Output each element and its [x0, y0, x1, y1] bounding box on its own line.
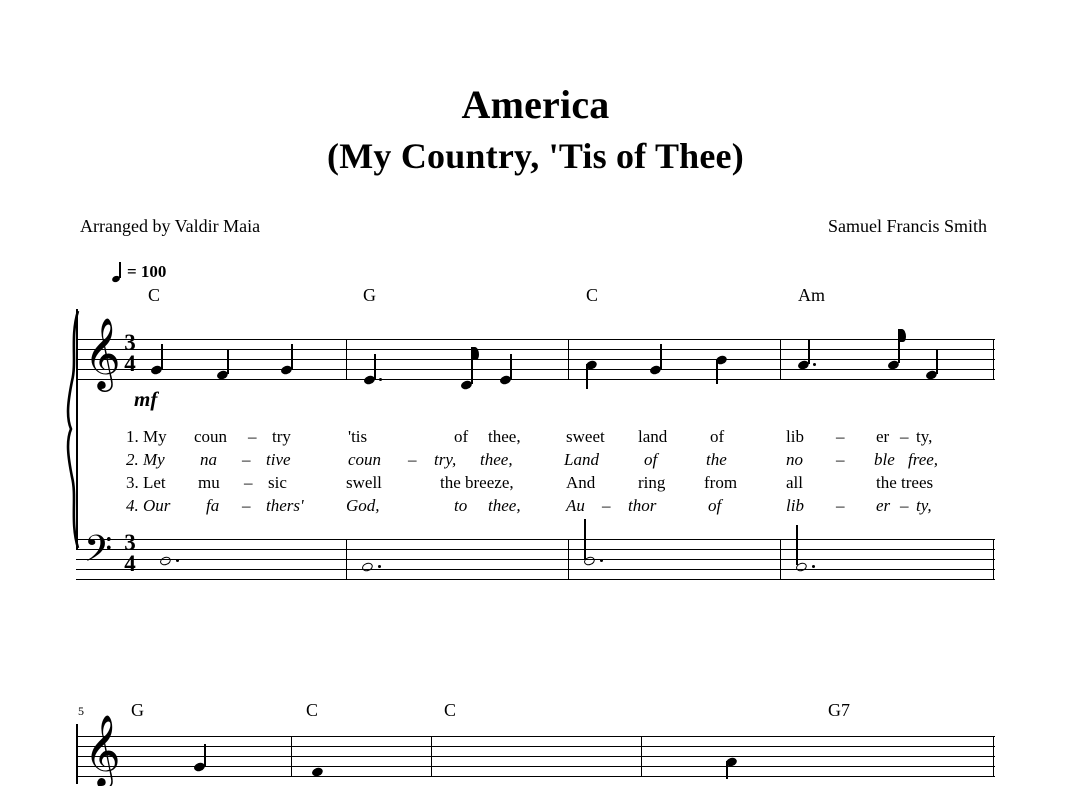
- staff-line: [76, 559, 995, 560]
- lyric-syllable: 4. Our: [126, 496, 171, 515]
- notehead: [159, 555, 172, 567]
- lyric-syllable: free,: [908, 450, 939, 469]
- barline: [780, 339, 781, 380]
- lyric-syllable: thee,: [488, 427, 521, 446]
- lyric-syllable: lib: [786, 496, 804, 515]
- chord-symbol: C: [586, 285, 599, 305]
- lyric-syllable: no: [786, 450, 803, 469]
- barline: [780, 539, 781, 580]
- lyric-syllable: try: [272, 427, 291, 446]
- lyric-syllable: of: [454, 427, 469, 446]
- note-stem: [726, 761, 728, 779]
- lyric-syllable: Land: [564, 450, 599, 469]
- note-stem: [161, 344, 163, 369]
- staff-line: [76, 349, 995, 350]
- chord-symbol: G: [131, 700, 144, 720]
- time-signature-denominator: 4: [124, 351, 136, 376]
- note-stem: [227, 349, 229, 374]
- eighth-flag-icon: [472, 347, 479, 360]
- treble-clef-icon: 𝄞: [84, 713, 121, 786]
- chord-symbol: G: [363, 285, 376, 305]
- lyric-hyphen: –: [900, 427, 909, 446]
- lyric-syllable: 'tis: [348, 427, 368, 446]
- staff-line: [76, 379, 995, 380]
- lyric-line-1: [76, 427, 995, 450]
- staff-line: [76, 766, 995, 767]
- staff-line: [76, 339, 995, 340]
- lyric-syllable: na: [200, 450, 217, 469]
- staff-line: [76, 369, 995, 370]
- lyric-line-4: [76, 496, 995, 519]
- staff-line: [76, 549, 995, 550]
- lyric-syllable: 2. My: [126, 450, 165, 469]
- lyric-syllable: the: [706, 450, 727, 469]
- lyric-syllable: the trees: [876, 473, 934, 492]
- lyric-syllable: Au: [566, 496, 585, 515]
- time-signature-numerator: 3: [124, 530, 136, 555]
- time-signature-denominator: 4: [124, 551, 136, 576]
- time-signature-bass: [120, 532, 140, 574]
- lyric-syllable: thee,: [480, 450, 513, 469]
- note-stem: [374, 354, 376, 379]
- measure-number: 5: [78, 704, 84, 718]
- lyric-hyphen: –: [248, 427, 257, 446]
- note-stem: [510, 354, 512, 379]
- lyric-syllable: try,: [434, 450, 457, 469]
- treble-clef-icon: 𝄞: [84, 316, 121, 389]
- staff-line: [76, 539, 995, 540]
- lyric-syllable: coun: [348, 450, 382, 469]
- lyric-syllable: of: [708, 496, 722, 515]
- lyric-hyphen: –: [242, 496, 251, 515]
- augmentation-dot: [378, 565, 381, 568]
- chord-row-1: [76, 285, 995, 309]
- barline: [993, 539, 994, 580]
- lyric-hyphen: –: [242, 450, 251, 469]
- barline: [346, 339, 347, 380]
- lyric-syllable: of: [710, 427, 725, 446]
- eighth-flag-icon: [899, 329, 906, 342]
- note-stem: [796, 525, 798, 565]
- note-stem: [291, 344, 293, 369]
- bass-clef-icon: 𝄢: [84, 528, 113, 579]
- lyric-syllable: sic: [268, 473, 287, 492]
- lyric-syllable: all: [786, 473, 803, 492]
- note-stem: [936, 349, 938, 374]
- lyric-syllable: mu: [198, 473, 220, 492]
- augmentation-dot: [379, 378, 382, 381]
- tempo-marking: [112, 262, 166, 282]
- staff-line: [76, 746, 995, 747]
- lyric-syllable: from: [704, 473, 738, 492]
- lyrics-block: [76, 427, 995, 519]
- lyric-syllable: er: [876, 496, 891, 515]
- lyric-syllable: And: [566, 473, 596, 492]
- lyric-hyphen: –: [836, 450, 845, 469]
- lyric-syllable: ty,: [916, 427, 933, 446]
- music-system-2: [76, 700, 995, 784]
- lyric-syllable: ty,: [916, 496, 932, 515]
- lyric-hyphen: –: [602, 496, 611, 515]
- lyric-syllable: God,: [346, 496, 380, 515]
- composer-credit: Samuel Francis Smith: [828, 216, 987, 236]
- page-subtitle: (My Country, 'Tis of Thee): [327, 136, 744, 176]
- time-signature-numerator: 3: [124, 330, 136, 355]
- barline: [568, 339, 569, 380]
- lyric-line-2: [76, 450, 995, 473]
- title-block: [0, 78, 1071, 180]
- grand-staff-1: [76, 309, 995, 579]
- lyric-syllable: swell: [346, 473, 382, 492]
- lyric-syllable: to: [454, 496, 468, 515]
- lyric-syllable: land: [638, 427, 668, 446]
- tempo-value: = 100: [127, 262, 167, 281]
- chord-symbol: G7: [828, 700, 850, 720]
- note-stem: [808, 339, 810, 364]
- lyric-hyphen: –: [836, 496, 845, 515]
- lyric-syllable: of: [644, 450, 658, 469]
- staff-line: [76, 569, 995, 570]
- page-title: America: [461, 82, 610, 127]
- lyric-syllable: thee,: [488, 496, 521, 515]
- augmentation-dot: [813, 363, 816, 366]
- lyric-hyphen: –: [408, 450, 417, 469]
- note-stem: [584, 519, 586, 559]
- staff-line: [76, 579, 995, 580]
- chord-symbol: C: [148, 285, 161, 305]
- lyric-syllable: 3. Let: [126, 473, 166, 492]
- quarter-note-icon: [112, 262, 122, 282]
- note-stem: [586, 364, 588, 389]
- note-stem: [204, 744, 206, 766]
- arranger-credit: Arranged by Valdir Maia: [80, 216, 261, 236]
- staff-line: [76, 776, 995, 777]
- treble-staff: [76, 316, 995, 411]
- lyric-syllable: lib: [786, 427, 804, 446]
- staff-line: [76, 359, 995, 360]
- notehead: [361, 561, 374, 573]
- augmentation-dot: [812, 565, 815, 568]
- lyric-syllable: er: [876, 427, 890, 446]
- lyric-hyphen: –: [900, 496, 909, 515]
- lyric-syllable: coun: [194, 427, 228, 446]
- augmentation-dot: [600, 559, 603, 562]
- augmentation-dot: [176, 559, 179, 562]
- chord-symbol: C: [306, 700, 319, 720]
- lyric-syllable: fa: [206, 496, 220, 515]
- barline: [568, 539, 569, 580]
- music-system-1: [76, 285, 995, 579]
- barline: [993, 339, 994, 380]
- lyric-syllable: 1. My: [126, 427, 167, 446]
- lyric-syllable: ble: [874, 450, 895, 469]
- barline: [346, 539, 347, 580]
- grand-staff-2: [76, 713, 995, 786]
- bass-staff: [76, 528, 995, 580]
- lyric-hyphen: –: [836, 427, 845, 446]
- time-signature-treble: [120, 332, 140, 374]
- lyric-syllable: thor: [628, 496, 657, 515]
- lyric-syllable: sweet: [566, 427, 605, 446]
- note-stem: [660, 344, 662, 369]
- note-stem: [716, 359, 718, 384]
- dynamic-marking: mf: [134, 387, 158, 411]
- lyric-line-3: [76, 473, 995, 496]
- staff-line: [76, 736, 995, 737]
- lyric-syllable: tive: [266, 450, 291, 469]
- chord-row-2: [76, 700, 995, 724]
- chord-symbol: Am: [798, 285, 825, 305]
- lyric-syllable: thers': [266, 496, 304, 515]
- lyric-hyphen: –: [244, 473, 253, 492]
- lyric-syllable: the breeze,: [440, 473, 514, 492]
- chord-symbol: C: [444, 700, 457, 720]
- lyric-syllable: ring: [638, 473, 666, 492]
